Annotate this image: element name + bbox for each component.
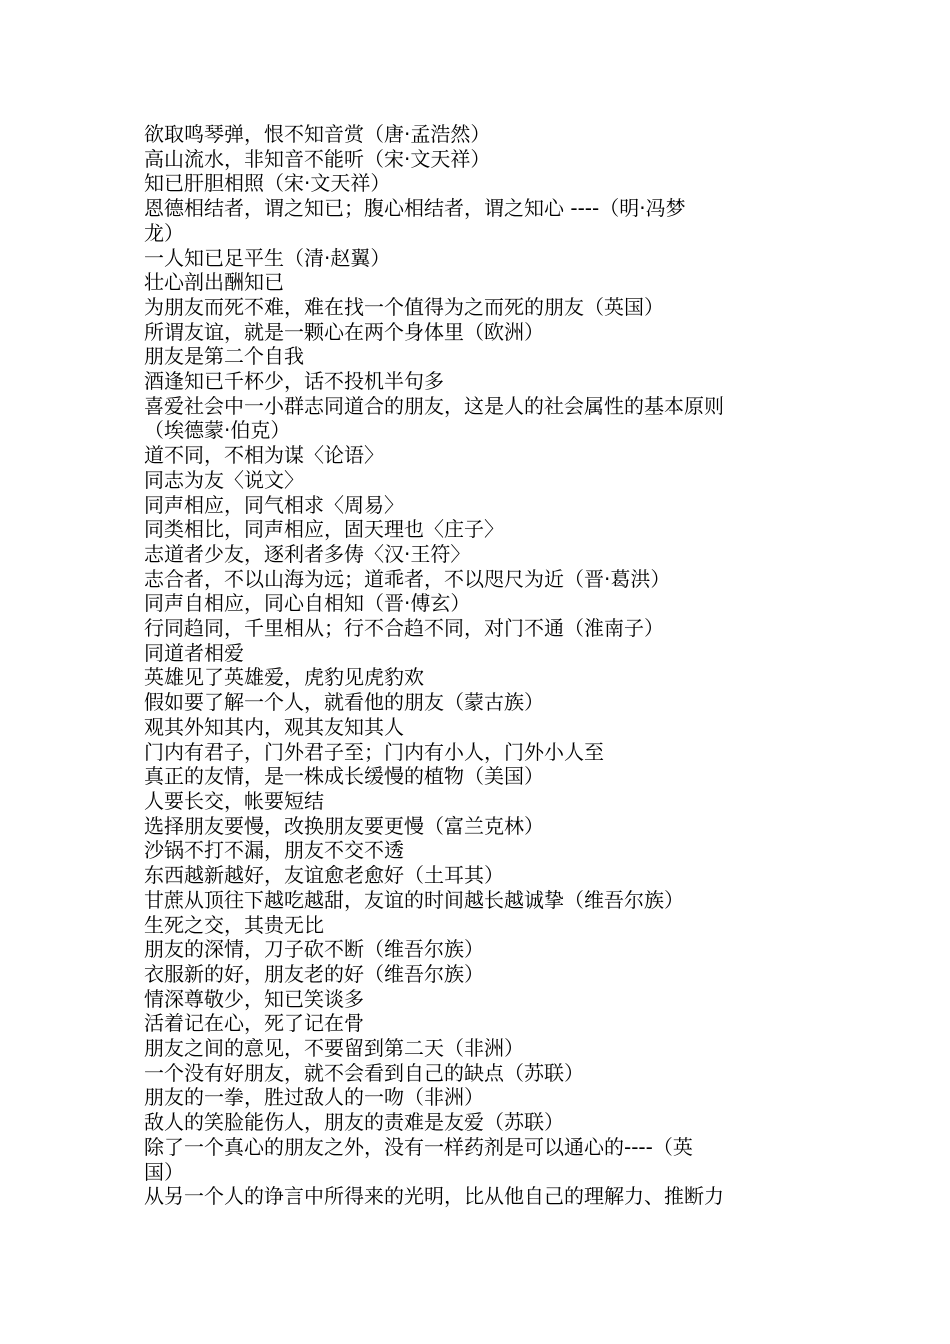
text-line: 同声相应，同气相求〈周易〉: [144, 492, 404, 517]
text-line: 人要长交，帐要短结: [144, 788, 324, 813]
text-line: 东西越新越好，友谊愈老愈好（土耳其）: [144, 863, 504, 888]
text-line: 甘蔗从顶往下越吃越甜，友谊的时间越长越诚挚（维吾尔族）: [144, 887, 684, 912]
text-line: 真正的友情，是一株成长缓慢的植物（美国）: [144, 764, 544, 789]
text-line: 观其外知其内，观其友知其人: [144, 714, 404, 739]
text-line: 同类相比，同声相应，固天理也〈庄子〉: [144, 517, 504, 542]
text-line: 情深尊敬少，知已笑谈多: [144, 986, 364, 1011]
text-line: 朋友的一拳，胜过敌人的一吻（非洲）: [144, 1085, 484, 1110]
text-line: 知已肝胆相照（宋·文天祥）: [144, 171, 391, 196]
text-line: 朋友之间的意见，不要留到第二天（非洲）: [144, 1036, 524, 1061]
document-body: [144, 122, 812, 1209]
text-line: 除了一个真心的朋友之外，没有一样药剂是可以通心的----（英: [144, 1134, 693, 1159]
text-line: 壮心剖出酬知已: [144, 270, 284, 295]
text-line: 同道者相爱: [144, 640, 244, 665]
text-line: 英雄见了英雄爱，虎豹见虎豹欢: [144, 665, 424, 690]
text-line: 国）: [144, 1159, 184, 1184]
text-line: 龙）: [144, 220, 184, 245]
text-line: 欲取鸣琴弹，恨不知音赏（唐·孟浩然）: [144, 122, 491, 146]
text-line: 朋友的深情，刀子砍不断（维吾尔族）: [144, 937, 484, 962]
text-line: 同声自相应，同心自相知（晋·傅玄）: [144, 591, 471, 616]
text-line: 志道者少友，逐利者多俦〈汉·王符〉: [144, 541, 471, 566]
text-line: 衣服新的好，朋友老的好（维吾尔族）: [144, 961, 484, 986]
text-line: 为朋友而死不难，难在找一个值得为之而死的朋友（英国）: [144, 294, 664, 319]
text-line: 道不同，不相为谋〈论语〉: [144, 443, 384, 468]
text-line: 同志为友〈说文〉: [144, 467, 304, 492]
text-line: 假如要了解一个人，就看他的朋友（蒙古族）: [144, 690, 544, 715]
text-line: 选择朋友要慢，改换朋友要更慢（富兰克林）: [144, 813, 544, 838]
text-line: 朋友是第二个自我: [144, 344, 304, 369]
text-line: 一人知已足平生（清·赵翼）: [144, 245, 391, 270]
text-line: 喜爱社会中一小群志同道合的朋友，这是人的社会属性的基本原则: [144, 393, 724, 418]
text-line: （埃德蒙·伯克）: [144, 418, 291, 443]
text-line: 从另一个人的诤言中所得来的光明，比从他自己的理解力、推断力: [144, 1184, 724, 1209]
text-line: 高山流水，非知音不能听（宋·文天祥）: [144, 146, 491, 171]
text-line: 敌人的笑脸能伤人，朋友的责难是友爱（苏联）: [144, 1110, 564, 1135]
text-line: 门内有君子，门外君子至；门内有小人，门外小人至: [144, 739, 604, 764]
text-line: 酒逢知已千杯少，话不投机半句多: [144, 369, 444, 394]
text-line: 一个没有好朋友，就不会看到自己的缺点（苏联）: [144, 1060, 584, 1085]
text-line: 生死之交，其贵无比: [144, 912, 324, 937]
text-line: 行同趋同，千里相从；行不合趋不同，对门不通（淮南子）: [144, 616, 664, 641]
text-line: 所谓友谊，就是一颗心在两个身体里（欧洲）: [144, 319, 544, 344]
text-line: 沙锅不打不漏，朋友不交不透: [144, 838, 404, 863]
text-line: 恩德相结者，谓之知已；腹心相结者，谓之知心 ----（明·冯梦: [144, 196, 686, 221]
text-line: 志合者，不以山海为远；道乖者，不以咫尺为近（晋·葛洪）: [144, 566, 671, 591]
text-line: 活着记在心，死了记在骨: [144, 1011, 364, 1036]
